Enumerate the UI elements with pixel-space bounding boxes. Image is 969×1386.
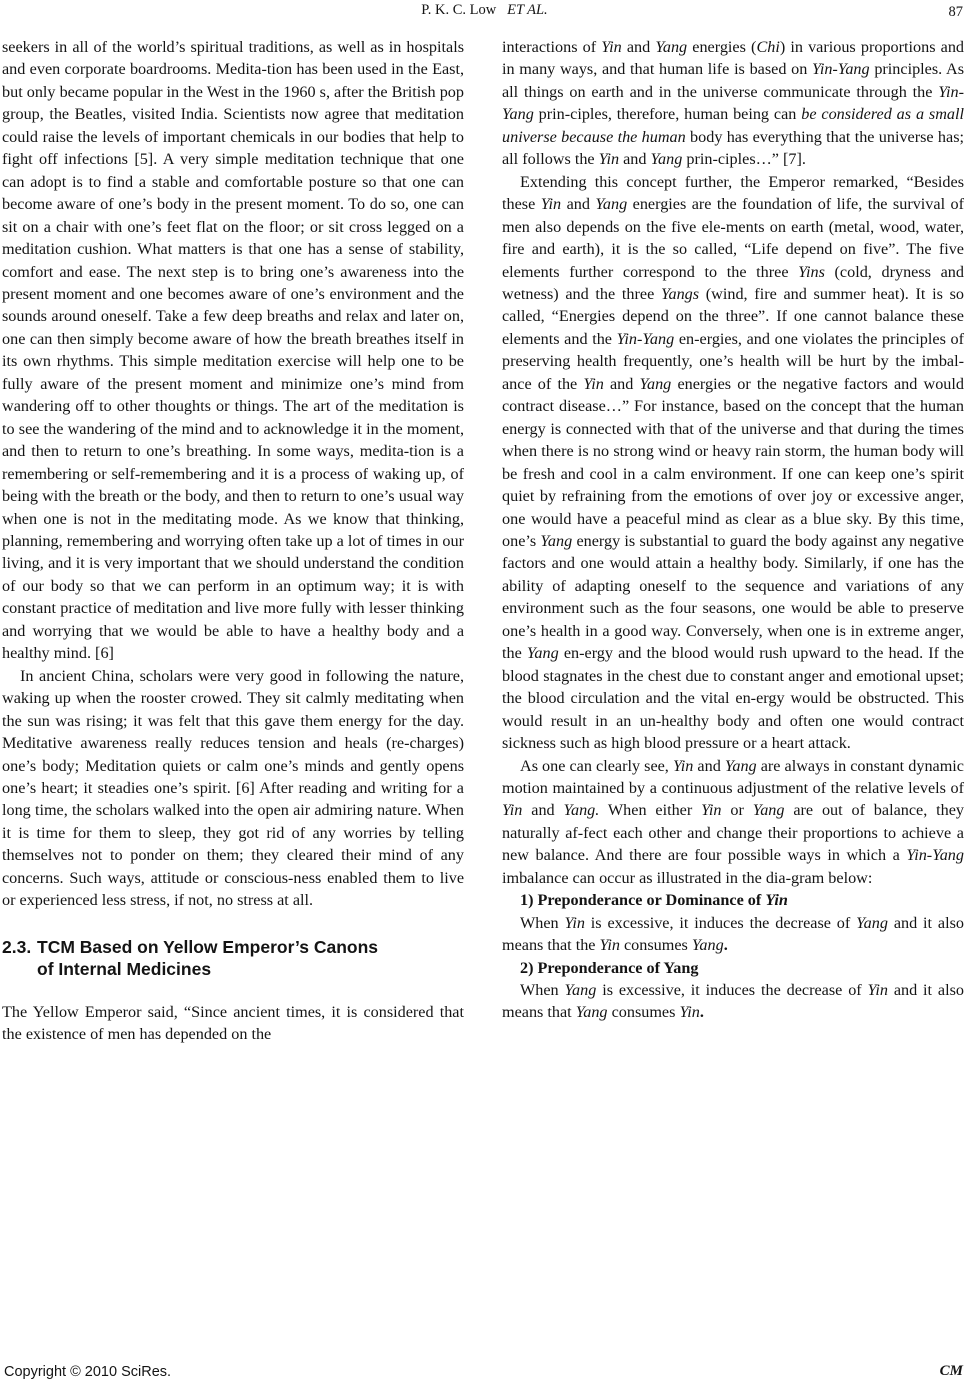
copyright-notice: Copyright © 2010 SciRes. [4, 1364, 172, 1380]
journal-abbreviation: CM [939, 1363, 963, 1379]
page-footer [0, 1362, 969, 1384]
paragraph-yin-excess: When Yin is excessive, it induces the decrease of Yang and it also means that the Yin consumes Yang. [502, 913, 964, 955]
section-heading [2, 936, 464, 980]
subheading-preponderance-yin: 1) Preponderance or Dominance of Yin [520, 891, 788, 910]
right-column [502, 36, 964, 1024]
section-title-line2: of Internal Medicines [37, 958, 212, 979]
running-header [0, 0, 969, 40]
paragraph-five-elements: Extending this concept further, the Emperor remarked, “Besides these Yin and Yang energies are the foundation of life, the survival of men also depends on the five ele-ments on earth (metal, wood, water, fire and earth), it is the so called, “Life depend on five”. The five elements further correspond to the three Yins (cold, dryness and wetness) and the three Yangs (wind, fire and summer heat). It is so called, “Energies depend on the three”. If one cannot balance these elements and the Yin-Yang en-ergies, and one violates the principles of preserving health frequently, one’s health will be hurt by the imbal-ance of the Yin and Yang energies or the negative factors and would contract disease…” For instance, based on the concept that the human energy is connected with that of the universe and that during the times when there is no strong wind or heavy rain storm, the human body will be fresh and cool in a calm environment. If one can keep one’s spirit quiet by refraining from the emotions of over joy or excessive anger, one would have a peaceful mind as clear as a blue sky. By this time, one’s Yang energy is substantial to guard the body against any negative factors and one would attain a healthy body. Similarly, if one has the ability of adapting oneself to the sequence and variations of any environment such as the four seasons, one would be able to preserve one’s health in a good way. Conversely, when one is in extreme anger, the Yang en-ergy and the blood would rush upward to the head. If the blood stagnates in the chest due to constant anger and emotional upset; the blood circulation and the vital en-ergy would be obstructed. This would result in an un-healthy body and often one would contract sickness such as high blood pressure or a heart attack. [502, 172, 965, 753]
subheading-preponderance-yang: 2) Preponderance of Yang [520, 958, 699, 977]
header-author-names: P. K. C. Low [421, 2, 497, 18]
section-title-line1: TCM Based on Yellow Emperor’s Canons [37, 936, 379, 957]
header-authors [0, 2, 969, 19]
left-column [2, 36, 464, 1046]
paragraph-yang-excess: When Yang is excessive, it induces the decrease of Yin and it also means that Yang consumes Yin. [502, 981, 964, 1022]
paragraph-ancient-china: In ancient China, scholars were very good in following the nature, waking up when the rooster crowed. They sit calmly meditating when the sun was rising; it was felt that this gave them energy for the day. Meditative awareness really reduces tension and heals (re-charges) one’s body; Meditation quiets or calm one’s minds and gently opens one’s heart; it steadies one’s spirit. [6] After reading and writing for a long time, the scholars walked into the open air admiring nature. When it is time for them to sleep, they got rid of any worries by telling themselves not to ponder on them; they cleared their mind of any concerns. Such ways, attitude or conscious-ness enabled them to live or experienced less stress, if not, no stress at all. [2, 666, 464, 910]
header-et-al: ET AL. [507, 2, 548, 18]
paragraph-yin-yang-interactions: interactions of Yin and Yang energies (Chi) in various proportions and in many ways, and that human life is based on Yin-Yang principles. As all things on earth and in the universe communicate through the Yin-Yang prin-ciples, therefore, human being can be considered as a small universe because the human body has everything that the universe has; all follows the Yin and Yang prin-ciples…” [7]. [502, 38, 965, 169]
page-number: 87 [948, 4, 963, 20]
paragraph-yellow-emperor: The Yellow Emperor said, “Since ancient times, it is considered that the existence of men has depended on the [2, 1002, 464, 1044]
section-number: 2.3. [2, 936, 32, 957]
paragraph-dynamic-motion: As one can clearly see, Yin and Yang are always in constant dynamic motion maintained by a continuous adjustment of the relative levels of Yin and Yang. When either Yin or Yang are out of balance, they naturally af-fect each other and change their proportions to achieve a new balance. And there are four possible ways in which a Yin-Yang imbalance can occur as illustrated in the dia-gram below: [502, 756, 964, 887]
paragraph-meditation: seekers in all of the world’s spiritual traditions, as well as in hospitals and even corporate boardrooms. Medita-tion has been used in the East, but only became popular in the West in the 1960 s, after the British pop group, the Beatles, visited India. Scientists now agree that meditation could raise the levels of important chemicals in our bodies that help to fight off infections [5]. A very simple meditation technique that one can adopt is to find a stable and comfortable posture so that one can become aware of one’s body in the present moment. To do so, one can sit on a chair with one’s feet flat on the floor; or sit cross legged on a meditation cushion. What matters is that one has a sense of stability, comfort and ease. The next step is to bring one’s awareness into the present moment and one becomes aware of one’s environment and the sounds around oneself. Take a few deep breaths and relax and later on, one can then simply become aware of how the breath breathes itself in its own rhythms. This simple meditation exercise will help one to be fully aware of the present moment and minimize one’s mind from wandering off to other thoughts or things. The art of the meditation is to see the wandering of the mind and to acknowledge it in the moment, and then to return to one’s breathing. In some ways, medita-tion is a remembering or self-remembering and it is a process of waking up, of being with the breath or the body, and then to return to one’s usual way when one is not in the meditating mode. As we know that thinking, planning, remembering and worrying often take up a lot of times in our living, and it is very important that we should understand the condition of our body so that we can perform in an optimum way; it is with constant practice of meditation and live more fully with lesser thinking and worrying that we would be able to have a healthy body and a healthy mind. [6] [2, 38, 464, 663]
